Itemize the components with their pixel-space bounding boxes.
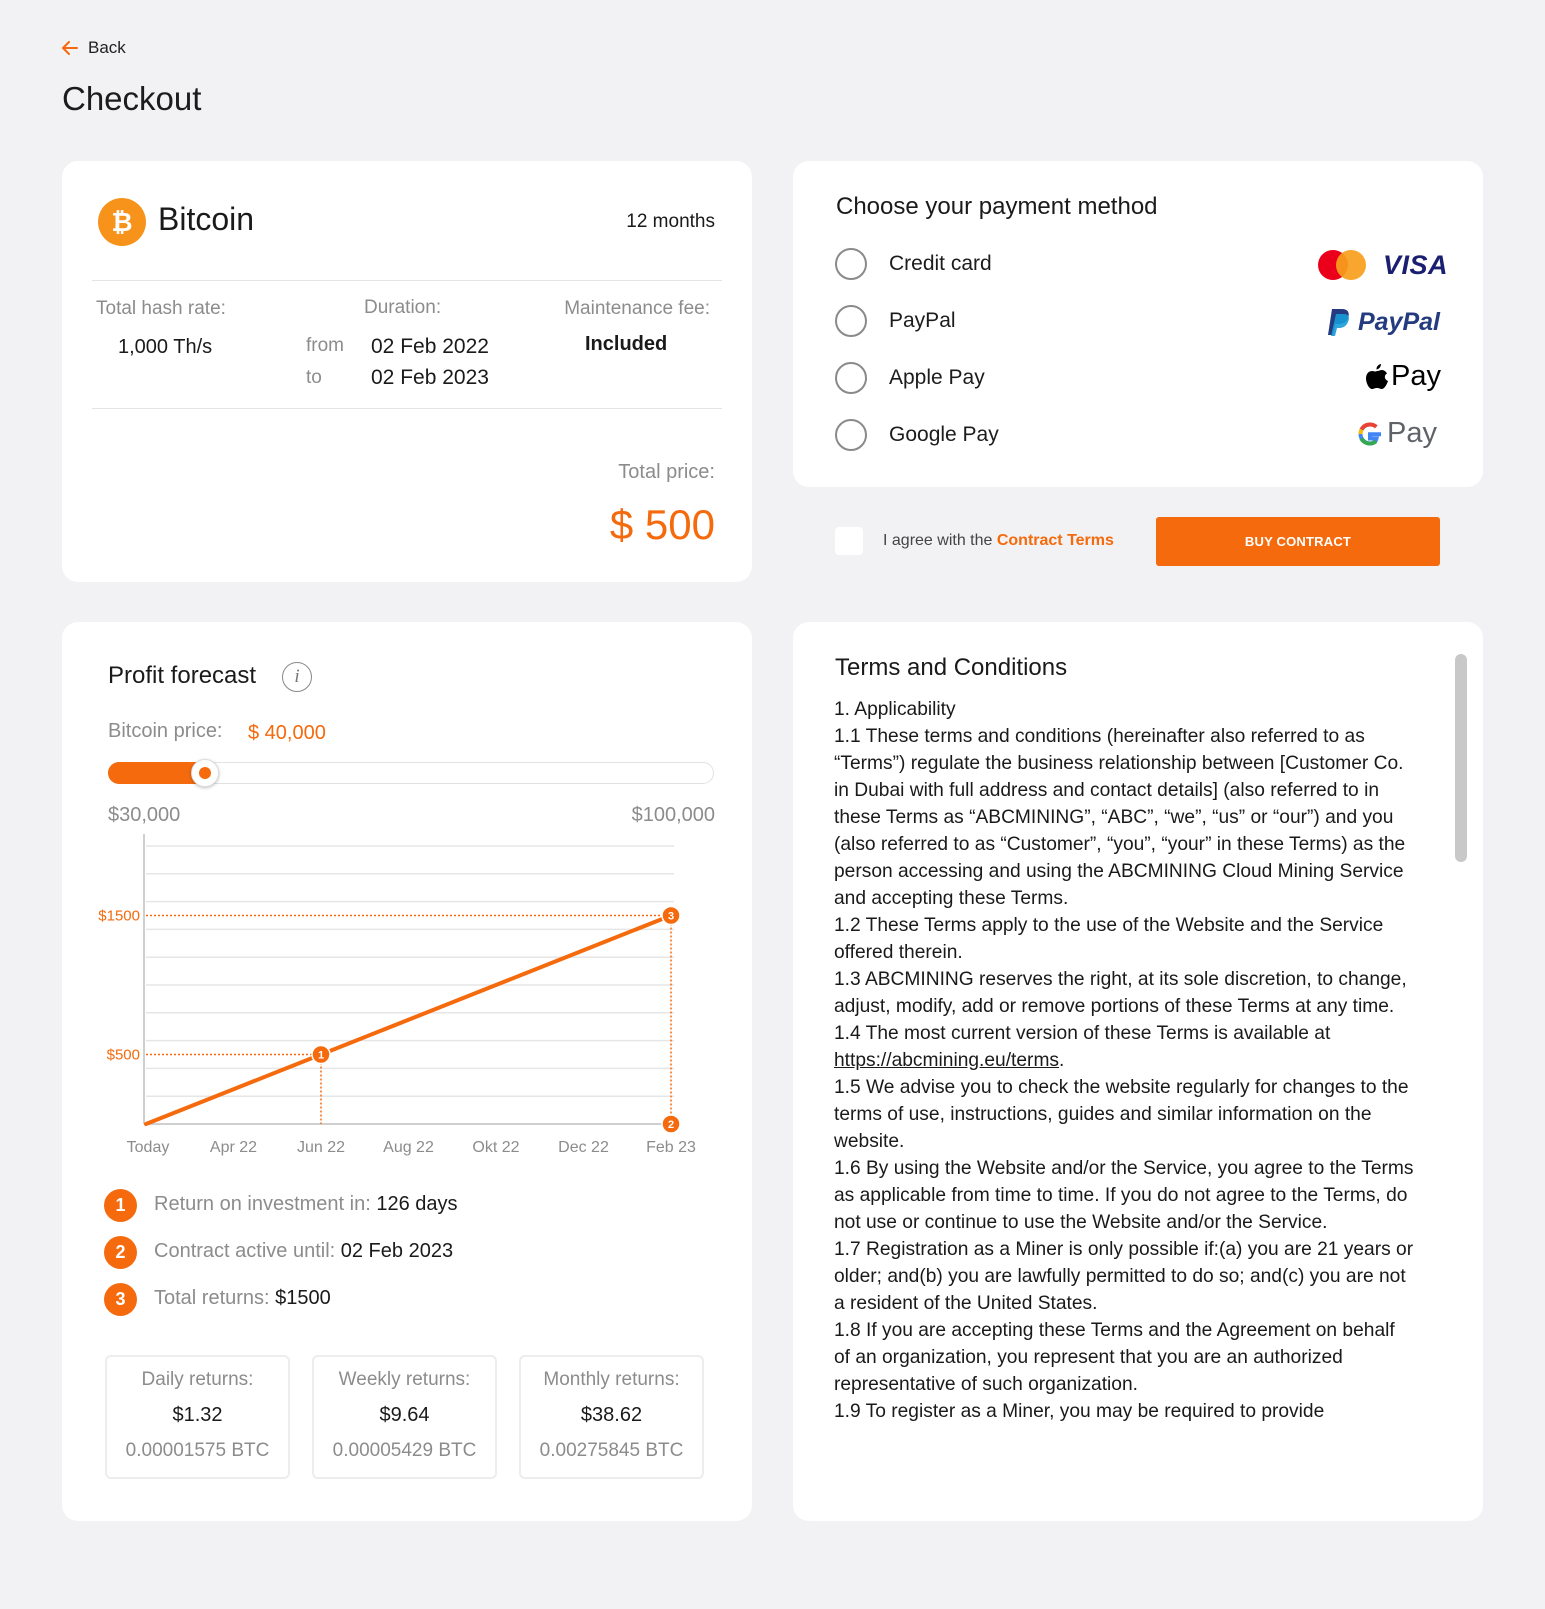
- terms-paragraph: 1.1 These terms and conditions (hereinafter also referred to as “Terms”) regulate the business relationship between [Customer Co. in Dubai with full address and contact details] (also referred to in these Terms as “ABCMINING”, “ABC”, “we”, “us” or “our”) and you (also referred to as “Customer”, “you”, “your” in these Terms) as the person accessing and using the ABCMINING Cloud Mining Service and accepting these Terms.: [834, 726, 1406, 909]
- bitcoin-icon: ₿: [98, 198, 146, 246]
- monthly-returns-card: Monthly returns: $38.62 0.00275845 BTC: [519, 1355, 704, 1479]
- slider-max-label: $100,000: [631, 804, 715, 826]
- to-date: 02 Feb 2023: [371, 366, 489, 389]
- bitcoin-price-label: Bitcoin price:: [108, 720, 223, 742]
- chart-marker-label: 3: [667, 910, 675, 923]
- back-link[interactable]: [62, 38, 126, 58]
- maintenance-label: Maintenance fee:: [564, 298, 710, 319]
- forecast-title: Profit forecast: [108, 662, 257, 689]
- from-date: 02 Feb 2022: [371, 335, 489, 358]
- roi-value: 126 days: [376, 1193, 458, 1215]
- radio-google-pay[interactable]: [835, 419, 867, 451]
- radio-credit-card[interactable]: [835, 248, 867, 280]
- apple-icon: [1366, 364, 1388, 390]
- terms-paragraph: 1.9 To register as a Miner, you may be required to provide: [834, 1401, 1325, 1422]
- terms-paragraph: 1.2 These Terms apply to the use of the Website and the Service offered therein.: [834, 915, 1384, 963]
- terms-paragraph: 1.5 We advise you to check the website regularly for changes to the terms of use, instructions, guides and similar information on the website.: [834, 1077, 1409, 1152]
- coin-name: Bitcoin: [158, 201, 255, 237]
- terms-title: Terms and Conditions: [835, 654, 1068, 681]
- legend-marker-1: 1: [104, 1189, 137, 1222]
- paypal-mark-icon: [1326, 307, 1352, 337]
- terms-card: [793, 622, 1483, 1521]
- chart-marker-label: 1: [317, 1049, 325, 1062]
- visa-icon: VISA: [1383, 250, 1449, 280]
- x-tick-label: Jun 22: [296, 1139, 346, 1156]
- payment-label-credit-card: Credit card: [889, 252, 992, 275]
- profit-chart: [88, 834, 728, 1169]
- legend-roi: Return on investment in: 126 days: [154, 1193, 458, 1215]
- page-title: Checkout: [62, 80, 202, 117]
- agree-text: [883, 532, 1114, 550]
- slider-thumb[interactable]: [191, 759, 219, 787]
- payment-title: Choose your payment method: [836, 193, 1158, 220]
- y-tick-label: $500: [106, 1046, 140, 1064]
- x-tick-label: Feb 23: [646, 1139, 696, 1156]
- google-pay-icon: Pay: [1356, 417, 1437, 450]
- payment-label-paypal: PayPal: [889, 309, 956, 332]
- x-tick-label: Dec 22: [558, 1139, 609, 1156]
- slider-min-label: $30,000: [108, 804, 181, 826]
- total-returns-value: $1500: [275, 1287, 331, 1309]
- y-tick-label: $1500: [98, 907, 140, 925]
- info-icon[interactable]: i: [282, 662, 312, 692]
- daily-returns-card: Daily returns: $1.32 0.00001575 BTC: [105, 1355, 290, 1479]
- x-tick-label: Okt 22: [472, 1139, 520, 1156]
- x-tick-label: Apr 22: [209, 1139, 258, 1156]
- radio-apple-pay[interactable]: [835, 362, 867, 394]
- weekly-returns-card: Weekly returns: $9.64 0.00005429 BTC: [312, 1355, 497, 1479]
- x-tick-label: Aug 22: [383, 1139, 434, 1156]
- total-price-value: $ 500: [609, 501, 715, 548]
- bitcoin-price-value: $ 40,000: [248, 722, 326, 744]
- terms-scroll-area[interactable]: [834, 696, 1414, 1464]
- chart-marker-label: 2: [667, 1119, 675, 1131]
- apple-pay-icon: Pay: [1366, 360, 1441, 393]
- legend-active-until: Contract active until: 02 Feb 2023: [154, 1240, 454, 1262]
- google-g-icon: [1356, 420, 1384, 448]
- to-label: to: [306, 367, 322, 388]
- mastercard-icon: [1318, 250, 1368, 280]
- divider: [92, 280, 722, 281]
- payment-label-google-pay: Google Pay: [889, 423, 999, 446]
- active-until-value: 02 Feb 2023: [340, 1240, 454, 1262]
- terms-url-link[interactable]: https://abcmining.eu/terms: [834, 1050, 1060, 1071]
- forecast-card: [62, 622, 752, 1521]
- radio-paypal[interactable]: [835, 305, 867, 337]
- terms-paragraph: 1.7 Registration as a Miner is only possible if:(a) you are 21 years or older; and(b) you are lawfully permitted to do so; and(c) you are not a resident of the United States.: [834, 1239, 1414, 1314]
- terms-paragraph: 1.3 ABCMINING reserves the right, at its sole discretion, to change, adjust, modify, add or remove portions of these Terms at any time.: [834, 969, 1407, 1017]
- paypal-icon: PayPal: [1326, 307, 1440, 337]
- contract-period: 12 months: [626, 211, 715, 232]
- contract-terms-link[interactable]: Contract Terms: [996, 532, 1114, 549]
- back-label: Back: [88, 38, 126, 57]
- total-price-label: Total price:: [618, 461, 715, 483]
- terms-paragraph: 1. Applicability: [834, 699, 956, 720]
- terms-paragraph: 1.4 The most current version of these Terms is available at https://abcmining.eu/terms.: [834, 1023, 1331, 1071]
- divider: [92, 408, 722, 409]
- terms-paragraph: 1.8 If you are accepting these Terms and the Agreement on behalf of an organization, you represent that you are an authorized representative of such organization.: [834, 1320, 1395, 1395]
- product-card: [62, 161, 752, 582]
- payment-card: [793, 161, 1483, 487]
- from-label: from: [306, 335, 344, 356]
- terms-paragraph: 1.6 By using the Website and/or the Service, you agree to the Terms as applicable from time to time. If you do not agree to the Terms, do not use or continue to use the Website and/or the Service.: [834, 1158, 1414, 1233]
- agree-label: I agree with the: [883, 532, 997, 549]
- x-tick-label: Today: [126, 1139, 170, 1156]
- payment-label-apple-pay: Apple Pay: [889, 366, 985, 389]
- agree-checkbox[interactable]: [835, 527, 863, 555]
- hash-rate-value: 1,000 Th/s: [118, 336, 213, 358]
- series-line: [146, 916, 671, 1125]
- legend-marker-2: 2: [104, 1236, 137, 1269]
- legend-total-returns: Total returns: $1500: [154, 1287, 331, 1309]
- hash-rate-label: Total hash rate:: [96, 298, 226, 319]
- buy-contract-button[interactable]: BUY CONTRACT: [1156, 517, 1440, 566]
- maintenance-value: Included: [585, 333, 668, 355]
- terms-scrollbar-thumb[interactable]: [1455, 654, 1467, 862]
- arrow-left-icon: [62, 41, 78, 55]
- terms-scrollbar[interactable]: [1455, 654, 1467, 1464]
- legend-marker-3: 3: [104, 1283, 137, 1316]
- duration-label: Duration:: [364, 297, 442, 318]
